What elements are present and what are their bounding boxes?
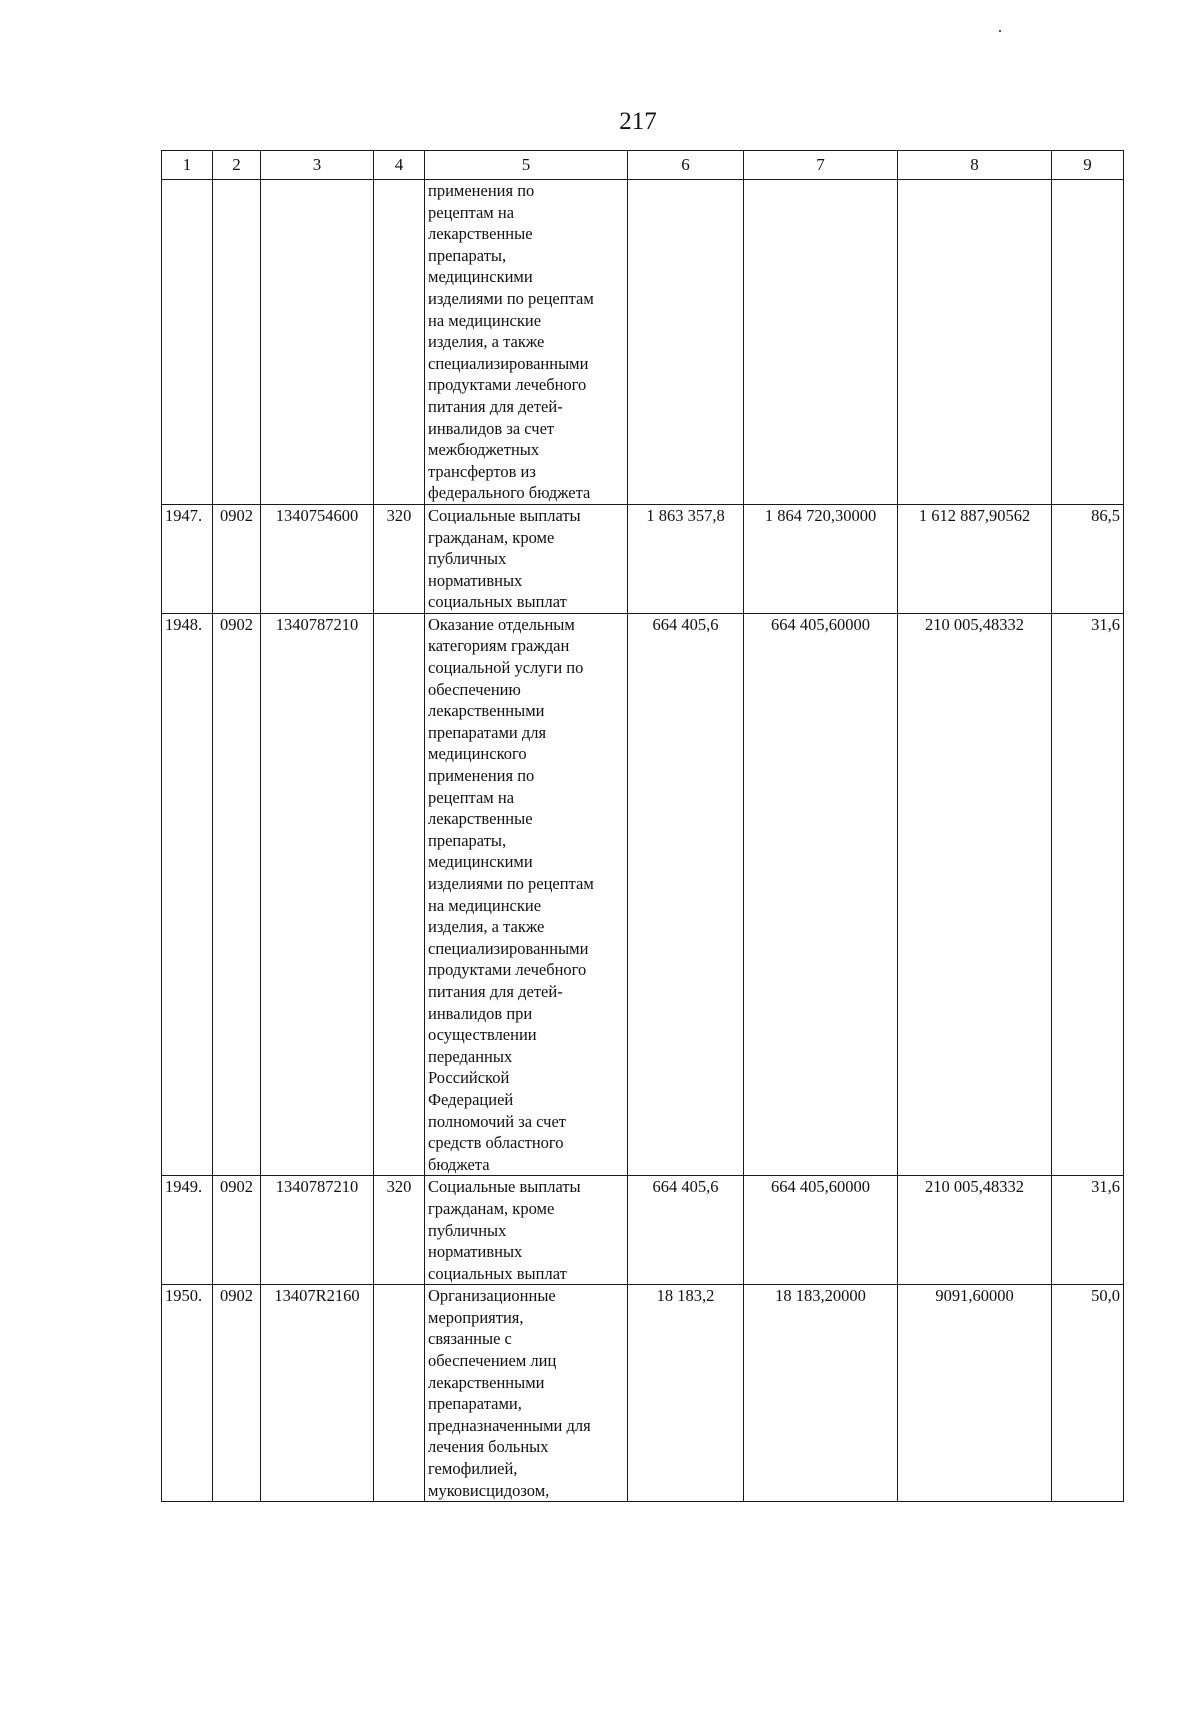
cell-empty [1052,180,1124,505]
continuation-row [162,180,1124,505]
description-line: питания для детей- [428,396,563,416]
description-line: изделиями по рецептам [428,288,594,308]
column-header: 8 [898,151,1052,180]
description-line: связанные с [428,1329,512,1349]
executed-amount-cell: 1 612 887,90562 [898,504,1052,613]
approved-amount-cell: 1 863 357,8 [628,504,744,613]
planned-amount-cell: 1 864 720,30000 [744,504,898,613]
description-line: обеспечению [428,679,521,699]
planned-amount-cell: 18 183,20000 [744,1285,898,1502]
description-cell [425,1285,628,1502]
section-code-cell: 0902 [213,1285,261,1502]
description-line: социальной услуги по [428,658,584,678]
target-article-cell: 1340787210 [261,613,374,1175]
description-line: медицинского [428,744,527,764]
percent-cell: 31,6 [1052,613,1124,1175]
description-line: применения по [428,766,535,786]
cell-empty [628,180,744,505]
description-cell [425,504,628,613]
description-line: предназначенными для [428,1415,591,1435]
description-line: нормативных [428,1242,523,1262]
row-number-cell: 1950. [162,1285,213,1502]
description-line: публичных [428,1220,507,1240]
cell-empty [261,180,374,505]
description-line: гемофилией, [428,1459,518,1479]
description-line: специализированными [428,353,589,373]
description-line: лекарственные [428,224,533,244]
planned-amount-cell: 664 405,60000 [744,613,898,1175]
description-line: препараты, [428,830,507,850]
scan-speck [999,30,1001,32]
description-line: инвалидов при [428,1003,533,1023]
description-line: изделиями по рецептам [428,874,594,893]
column-header: 2 [213,151,261,180]
section-code-cell: 0902 [213,504,261,613]
description-cell [425,613,628,1175]
cell-empty [213,180,261,505]
description-line: трансфертов из [428,461,536,481]
description-line: муковисцидозом, [428,1480,550,1500]
description-line: изделия, а также [428,332,545,352]
section-code-cell: 0902 [213,1176,261,1285]
description-line: на медицинские [428,895,542,915]
table-row [162,1285,1124,1502]
target-article-cell: 1340754600 [261,504,374,613]
column-header: 1 [162,151,213,180]
cell-empty [898,180,1052,505]
description-line: рецептам на [428,787,515,807]
column-header: 6 [628,151,744,180]
description-line: межбюджетных [428,440,540,460]
table-row [162,613,1124,1175]
expense-type-cell [374,613,425,1175]
percent-cell: 31,6 [1052,1176,1124,1285]
description-line: продуктами лечебного [428,960,587,980]
description-line: на медицинские [428,310,542,330]
column-header: 4 [374,151,425,180]
page-number: 217 [619,108,657,135]
expense-type-cell [374,1285,425,1502]
row-number-cell: 1947. [162,504,213,613]
description-line: нормативных [428,570,523,590]
description-line: Федерацией [428,1089,514,1109]
column-header: 5 [425,151,628,180]
percent-cell: 50,0 [1052,1285,1124,1502]
description-line: лекарственными [428,701,545,721]
table-row [162,1176,1124,1285]
description-line: полномочий за счет [428,1111,567,1131]
description-line: гражданам, кроме [428,527,555,547]
description-line: инвалидов за счет [428,418,555,438]
description-line: Социальные выплаты [428,1177,581,1197]
description-line: лекарственными [428,1372,545,1392]
description-line: лечения больных [428,1437,549,1457]
description-line: бюджета [428,1154,490,1174]
description-line: рецептам на [428,202,515,222]
percent-cell: 86,5 [1052,504,1124,613]
description-line: препаратами, [428,1394,522,1414]
approved-amount-cell: 664 405,6 [628,1176,744,1285]
description-line: продуктами лечебного [428,375,587,395]
approved-amount-cell: 18 183,2 [628,1285,744,1502]
description-line: социальных выплат [428,592,567,612]
target-article-cell: 13407R2160 [261,1285,374,1502]
table-row [162,504,1124,613]
description-line: препараты, [428,245,507,265]
expense-type-cell: 320 [374,504,425,613]
description-line: препаратами для [428,722,547,742]
description-line: Социальные выплаты [428,505,581,525]
description-line: лекарственные [428,809,533,829]
description-line: Оказание отдельным [428,614,575,634]
description-line: питания для детей- [428,981,563,1001]
description-cell [425,1176,628,1285]
executed-amount-cell: 210 005,48332 [898,1176,1052,1285]
description-line: медицинскими [428,852,533,872]
description-line: медицинскими [428,267,533,287]
description-line: публичных [428,549,507,569]
description-line: гражданам, кроме [428,1198,555,1218]
section-code-cell: 0902 [213,613,261,1175]
description-line: изделия, а также [428,917,545,937]
planned-amount-cell: 664 405,60000 [744,1176,898,1285]
cell-empty [374,180,425,505]
description-line: федерального бюджета [428,483,591,503]
description-cell [425,180,628,505]
executed-amount-cell: 210 005,48332 [898,613,1052,1175]
description-line: осуществлении [428,1025,537,1045]
target-article-cell: 1340787210 [261,1176,374,1285]
cell-empty [162,180,213,505]
description-line: переданных [428,1046,513,1066]
expense-type-cell: 320 [374,1176,425,1285]
cell-empty [744,180,898,505]
row-number-cell: 1948. [162,613,213,1175]
column-header: 3 [261,151,374,180]
description-line: Российской [428,1068,510,1088]
description-line: социальных выплат [428,1263,567,1283]
column-header: 7 [744,151,898,180]
description-line: обеспечением лиц [428,1351,557,1371]
executed-amount-cell: 9091,60000 [898,1285,1052,1502]
table-header-row [162,151,1124,180]
description-line: Организационные [428,1286,556,1306]
description-line: применения по [428,181,535,200]
description-line: средств областного [428,1133,564,1153]
description-line: категориям граждан [428,636,570,656]
column-header: 9 [1052,151,1124,180]
approved-amount-cell: 664 405,6 [628,613,744,1175]
row-number-cell: 1949. [162,1176,213,1285]
budget-table [161,150,1124,1502]
description-line: специализированными [428,938,589,958]
description-line: мероприятия, [428,1307,524,1327]
